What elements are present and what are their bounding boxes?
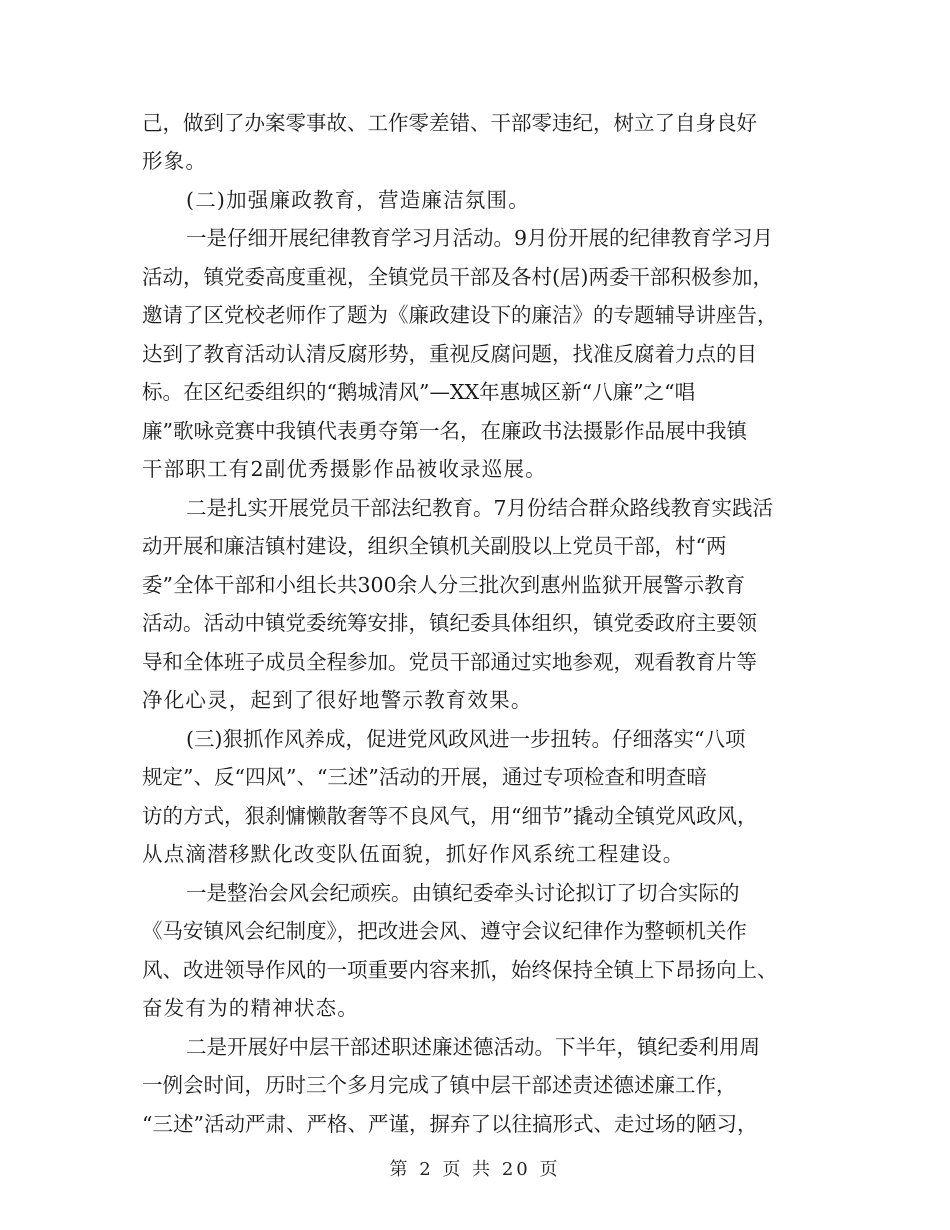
text-line: 净化心灵，起到了很好地警示教育效果。 — [142, 688, 533, 712]
text-line: 一是仔细开展纪律教育学习月活动。9月份开展的纪律教育学习月 — [186, 226, 774, 250]
text-line: 访的方式，狠刹慵懒散奢等不良风气，用“细节”撬动全镇党风政风， — [142, 804, 758, 828]
text-line: 干部职工有2副优秀摄影作品被收录巡展。 — [142, 457, 547, 481]
text-line: 奋发有为的精神状态。 — [142, 996, 359, 1020]
text-line: 活动，镇党委高度重视，全镇党员干部及各村(居)两委干部积极参加， — [142, 265, 773, 289]
text-line: 形象。 — [142, 149, 208, 173]
text-line: 二是开展好中层干部述职述廉述德活动。下半年，镇纪委利用周 — [186, 1035, 760, 1059]
text-line: 动开展和廉洁镇村建设，组织全镇机关副股以上党员干部，村“两 — [142, 534, 727, 558]
text-line: 标。在区纪委组织的“鹅城清风”—XX年惠城区新“八廉”之“唱 — [142, 380, 696, 404]
text-line: 《马安镇风会纪制度》，把改进会风、遵守会议纪律作为整顿机关作 — [142, 919, 747, 943]
text-line: 二是扎实开展党员干部法纪教育。7月份结合群众路线教育实践活 — [186, 496, 774, 520]
text-line: 导和全体班子成员全程参加。党员干部通过实地参观，观看教育片等 — [142, 650, 757, 674]
page-footer: 第 2 页 共 20 页 — [389, 1159, 561, 1180]
text-line: 规定”、反“四风”、“三述”活动的开展，通过专项检查和明查暗 — [142, 765, 707, 789]
text-line: 一例会时间，历时三个多月完成了镇中层干部述责述德述廉工作， — [142, 1073, 737, 1097]
text-line: 邀请了区党校老师作了题为《廉政建设下的廉洁》的专题辅导讲座告， — [142, 303, 778, 327]
text-line: 从点滴潜移默化改变队伍面貌，抓好作风系统工程建设。 — [142, 842, 685, 866]
text-line: 己，做到了办案零事故、工作零差错、干部零违纪，树立了自身良好 — [142, 111, 757, 135]
text-line: 委”全体干部和小组长共300余人分三批次到惠州监狱开展警示教育 — [142, 573, 746, 597]
text-line: 一是整治会风会纪顽疾。由镇纪委牵头讨论拟订了切合实际的 — [186, 881, 740, 905]
text-line: 廉”歌咏竞赛中我镇代表勇夺第一名，在廉政书法摄影作品展中我镇 — [142, 419, 747, 443]
text-line: 达到了教育活动认清反腐形势，重视反腐问题，找准反腐着力点的目 — [142, 342, 757, 366]
text-line: “三述”活动严肃、严格、严谨，摒弃了以往搞形式、走过场的陋习， — [142, 1112, 758, 1136]
text-line: 风、改进领导作风的一项重要内容来抓，始终保持全镇上下昂扬向上、 — [142, 958, 778, 982]
section-heading: (二)加强廉政教育，营造廉洁氛围。 — [186, 188, 530, 212]
section-heading: (三)狠抓作风养成，促进党风政风进一步扭转。仔细落实“八项 — [186, 727, 746, 751]
text-line: 活动。活动中镇党委统筹安排，镇纪委具体组织，镇党委政府主要领 — [142, 611, 757, 635]
